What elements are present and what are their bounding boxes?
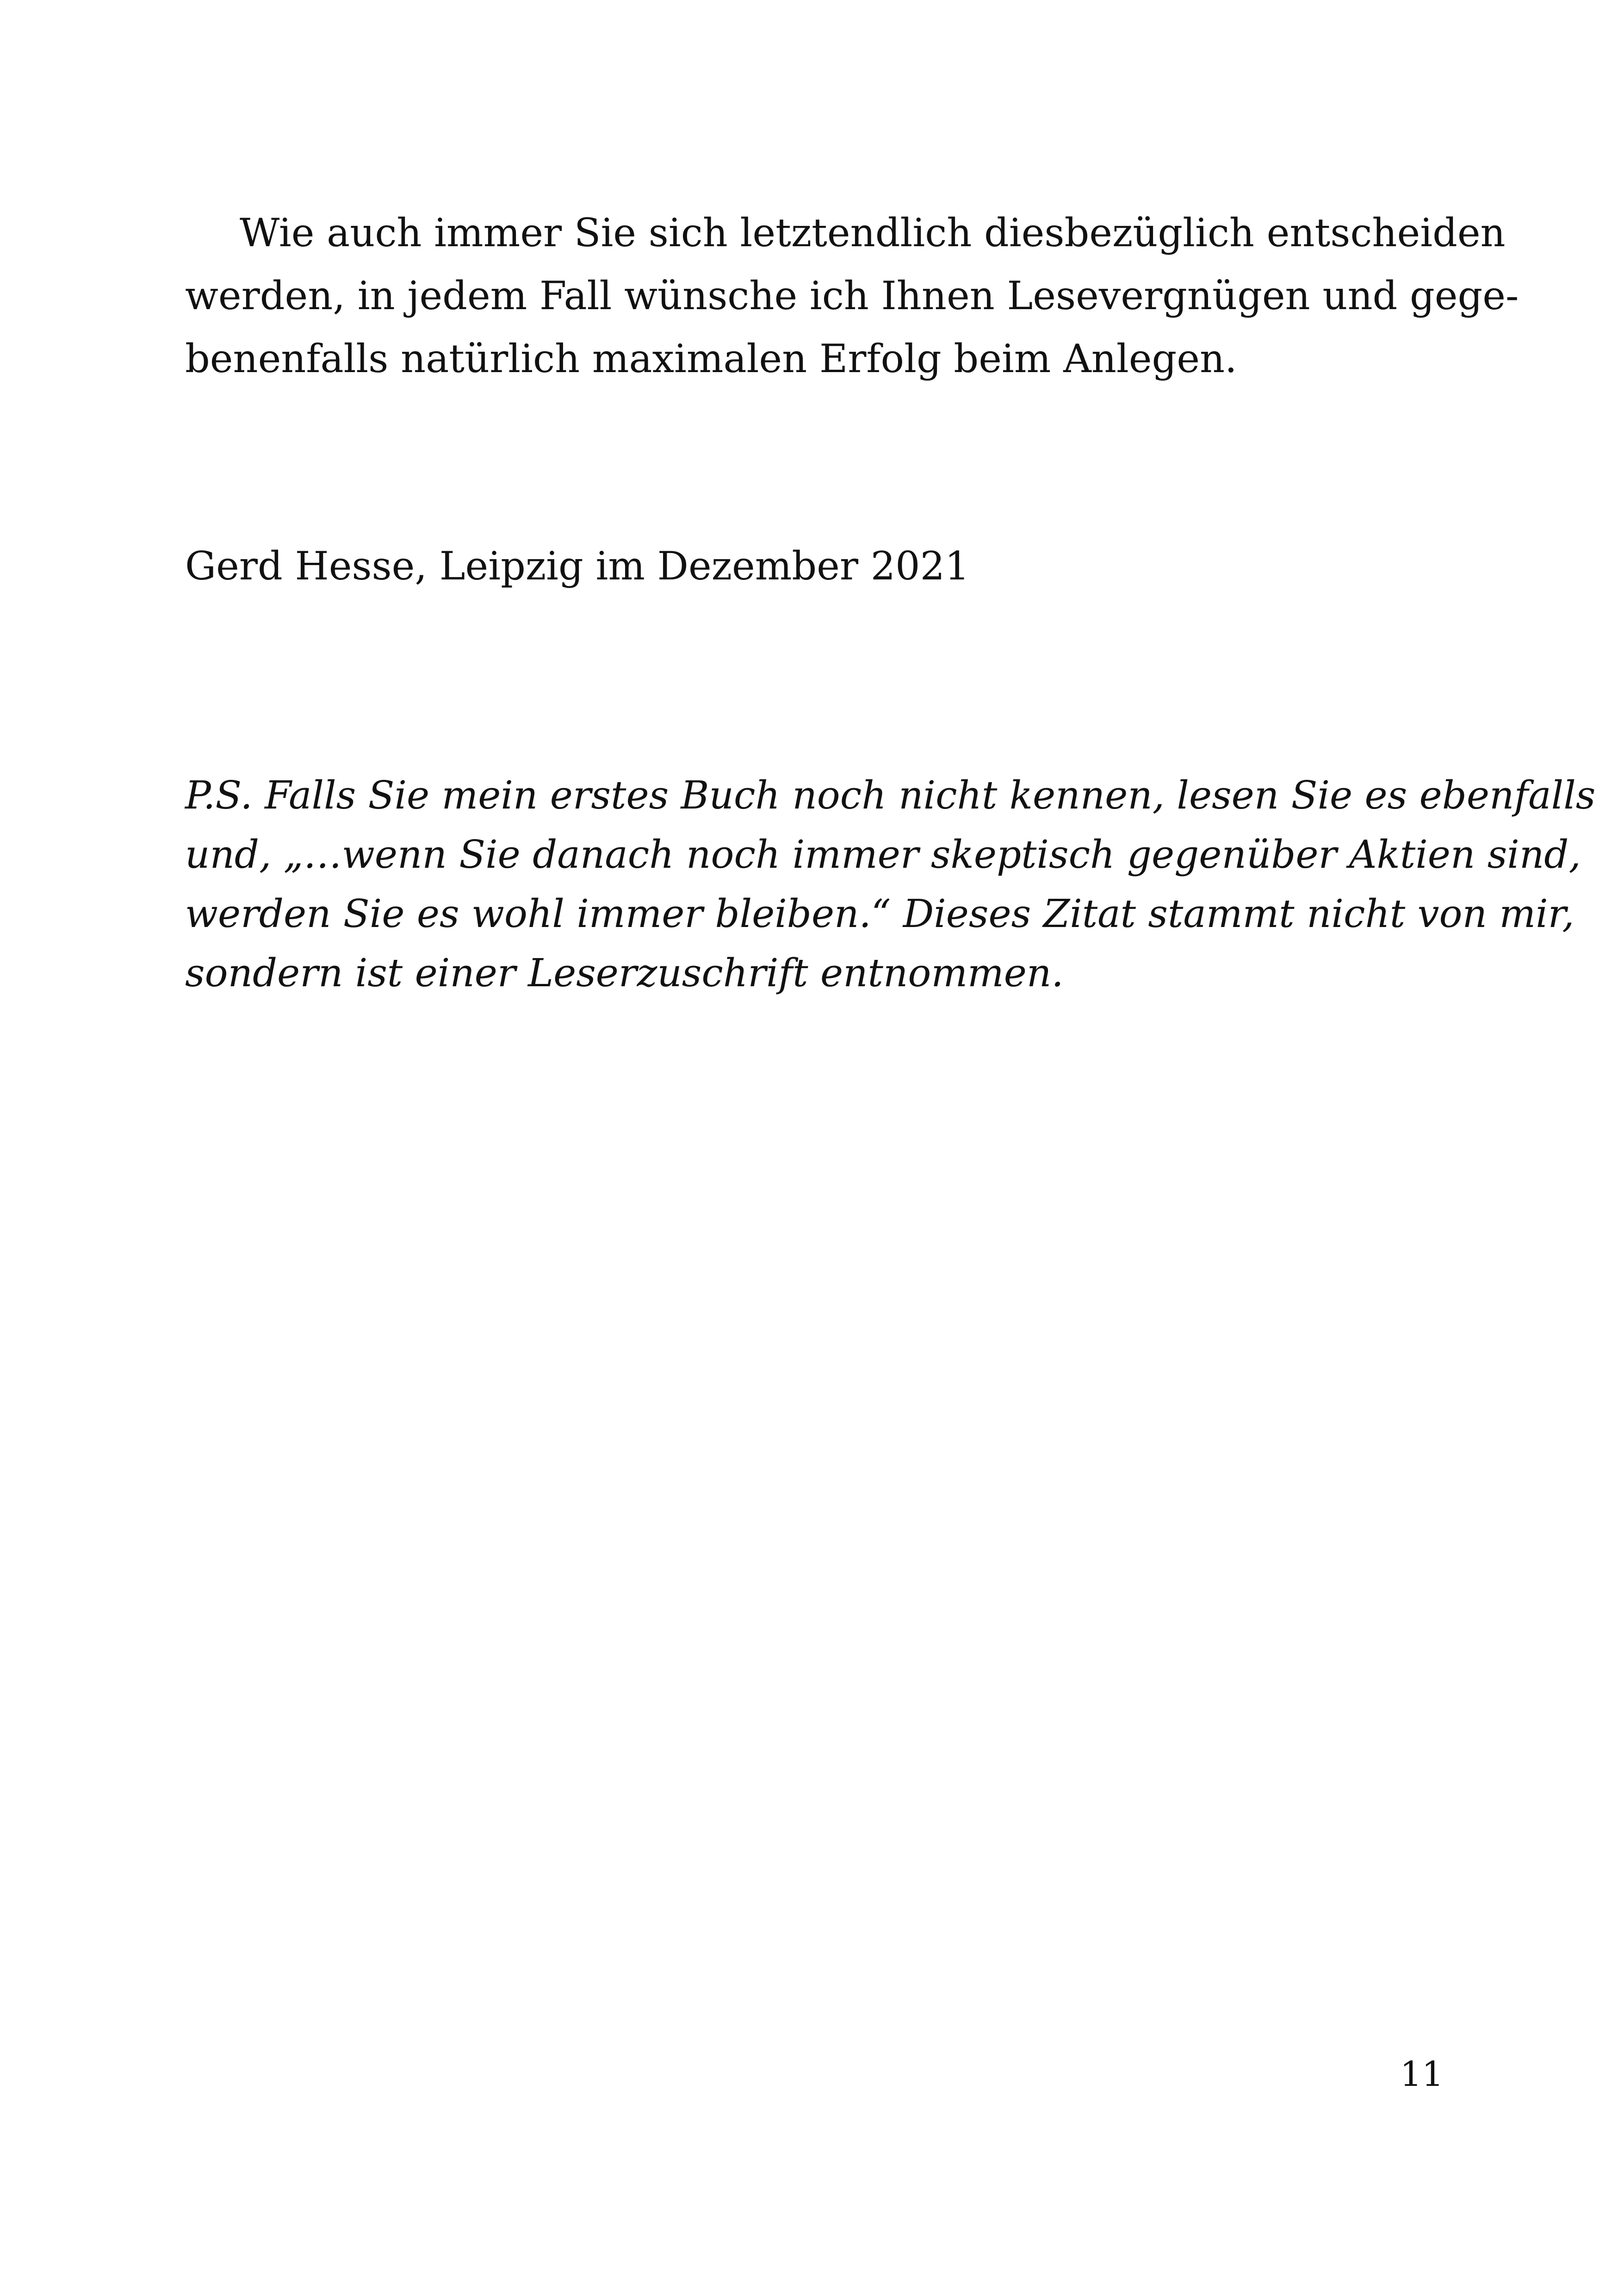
paragraph-line: Wie auch immer Sie sich letztendlich diesbezüglich entscheiden bbox=[240, 210, 1506, 255]
postscript-paragraph bbox=[185, 766, 1596, 1003]
author-signature-line: Gerd Hesse, Leipzig im Dezember 2021 bbox=[185, 543, 970, 589]
postscript-line: sondern ist einer Leserzuschrift entnommen. bbox=[185, 951, 1064, 996]
postscript-line: werden Sie es wohl immer bleiben.“ Dieses Zitat stammt nicht von mir, bbox=[185, 891, 1575, 936]
paragraph-line: benenfalls natürlich maximalen Erfolg beim Anlegen. bbox=[185, 336, 1237, 381]
postscript-line: P.S. Falls Sie mein erstes Buch noch nicht kennen, lesen Sie es ebenfalls bbox=[185, 773, 1596, 818]
paragraph-line: werden, in jedem Fall wünsche ich Ihnen Lesevergnügen und gege- bbox=[185, 273, 1519, 318]
page-number: 11 bbox=[1400, 2054, 1444, 2094]
main-paragraph bbox=[185, 201, 1519, 390]
postscript-line: und, „…wenn Sie danach noch immer skeptisch gegenüber Aktien sind, bbox=[185, 832, 1581, 877]
